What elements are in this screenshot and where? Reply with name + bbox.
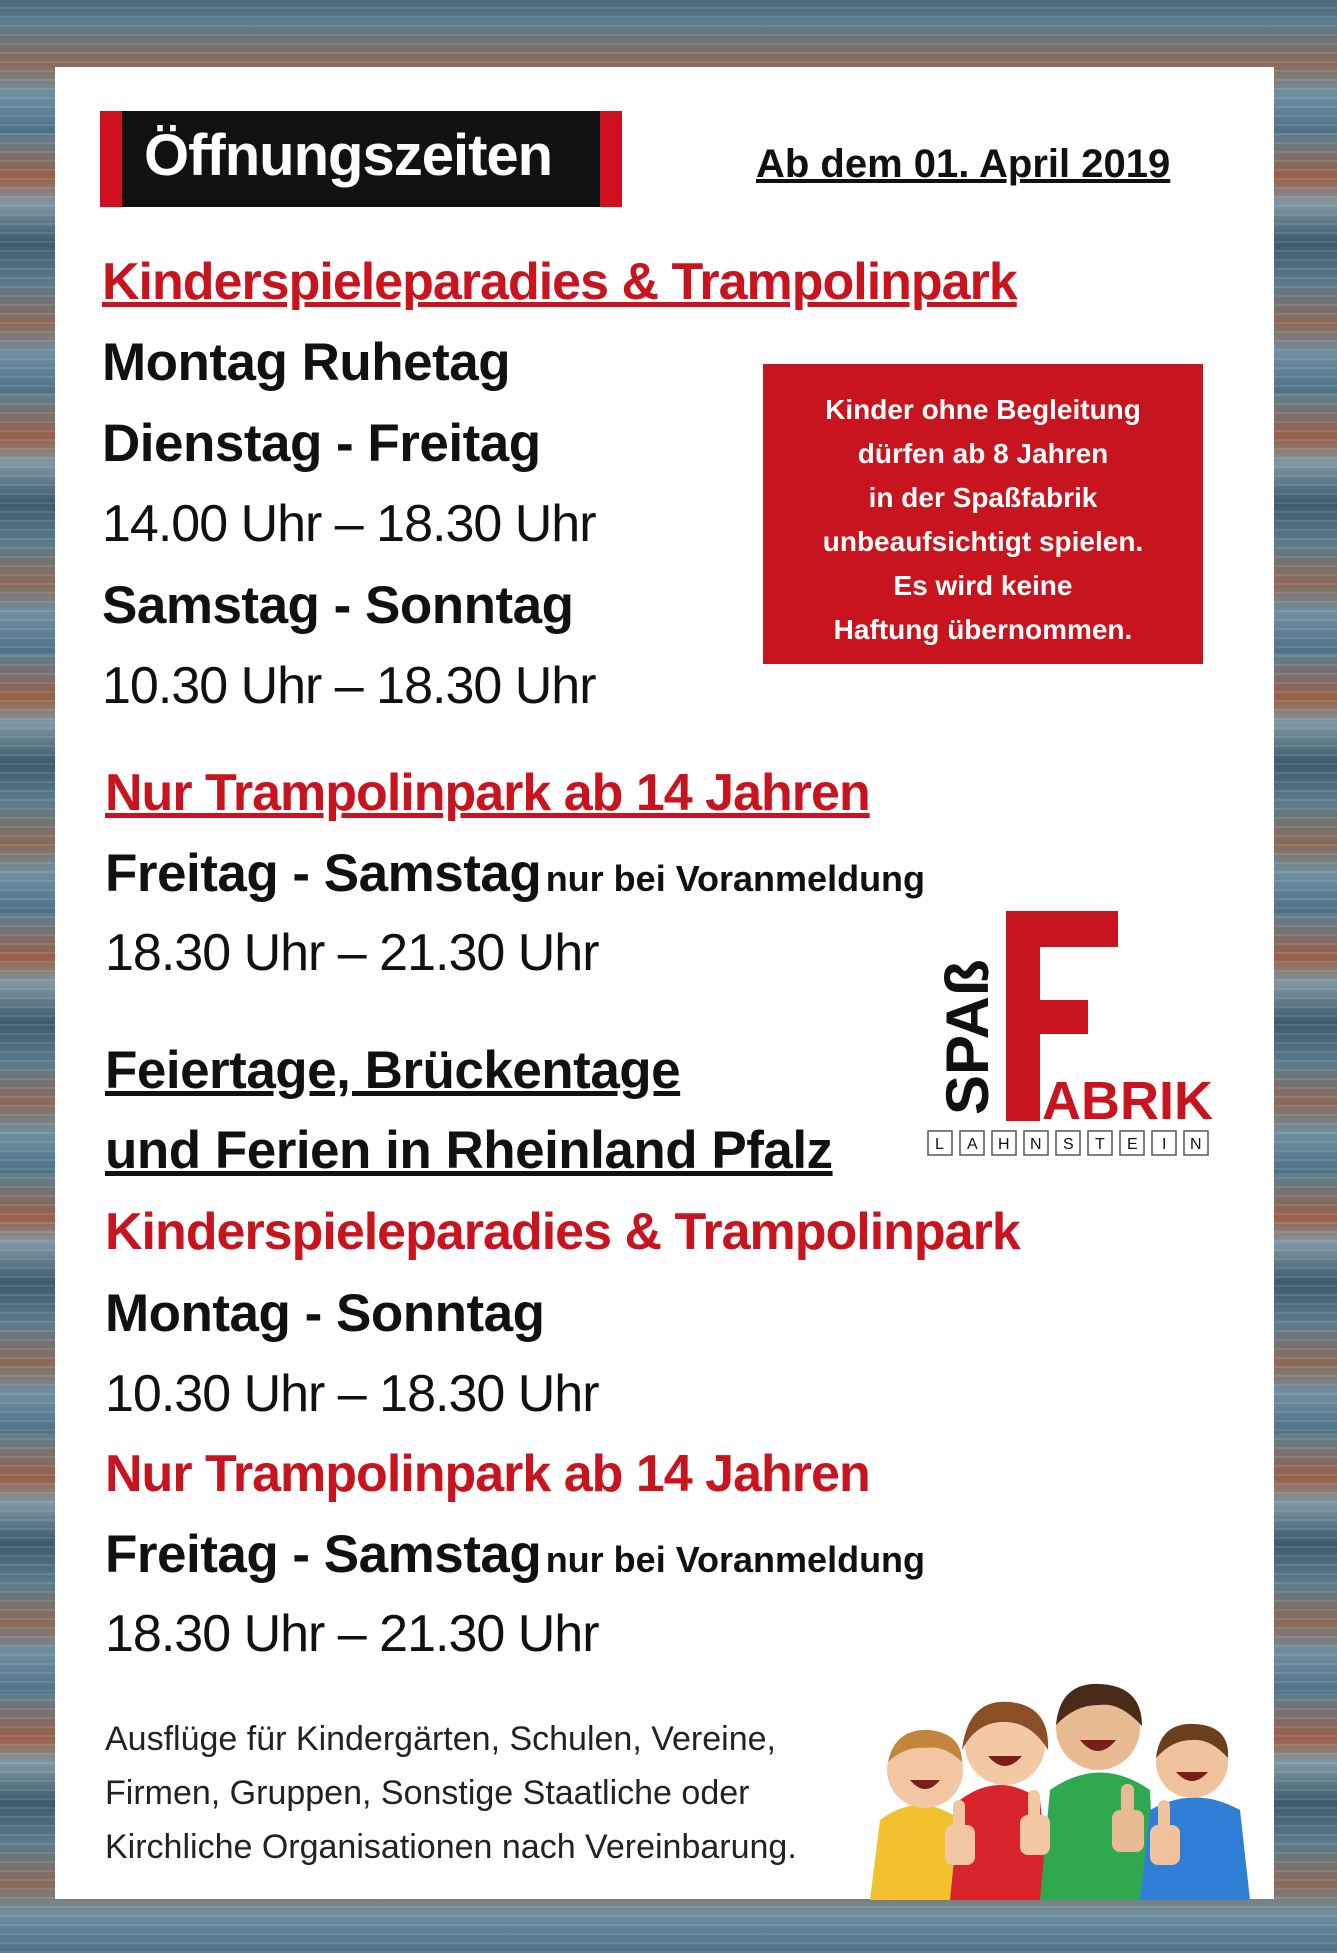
- group-visits-info: [105, 1712, 797, 1874]
- holidays-heading-line1: Feiertage, Brückentage: [105, 1041, 681, 1100]
- notice-line: Es wird keine: [893, 570, 1073, 601]
- holidays-days1: Montag - Sonntag: [105, 1284, 545, 1343]
- weekend-range: Samstag - Sonntag: [102, 576, 574, 635]
- section1-heading: Kinderspieleparadies & Trampolinpark: [102, 253, 1017, 311]
- holidays-sub2: Nur Trampolinpark ab 14 Jahren: [105, 1445, 870, 1503]
- section2-days-row: [105, 843, 925, 904]
- notice-line: Haftung übernommen.: [833, 614, 1133, 645]
- logo-city-letter: T: [1095, 1136, 1105, 1153]
- weekday-range: Dienstag - Freitag: [102, 414, 541, 473]
- section2-heading: Nur Trampolinpark ab 14 Jahren: [105, 764, 870, 822]
- logo-f-middle: [1006, 1000, 1088, 1034]
- logo-city-letter: N: [1030, 1136, 1042, 1153]
- logo-city-letter: S: [1063, 1136, 1074, 1153]
- logo-city-letter: A: [967, 1136, 978, 1153]
- monday-closed: Montag Ruhetag: [102, 333, 511, 392]
- logo-city-letters: [928, 1131, 1208, 1155]
- family-photo: [850, 1650, 1270, 1900]
- notice-line: Kinder ohne Begleitung: [825, 394, 1141, 425]
- supervision-notice: [763, 364, 1203, 664]
- holidays-hours1: 10.30 Uhr – 18.30 Uhr: [105, 1365, 599, 1423]
- weekend-hours: 10.30 Uhr – 18.30 Uhr: [102, 657, 596, 715]
- notice-line: unbeaufsichtigt spielen.: [822, 526, 1144, 557]
- logo-city-letter: E: [1127, 1136, 1138, 1153]
- holidays-days2: Freitag - Samstag: [105, 1525, 542, 1584]
- logo-word-spass: SPAß: [934, 959, 1001, 1115]
- notice-line: in der Spaßfabrik: [868, 482, 1098, 513]
- logo-word-abrik: ABRIK: [1042, 1071, 1213, 1131]
- logo-city-letter: I: [1162, 1136, 1167, 1153]
- footer-line: Ausflüge für Kindergärten, Schulen, Vereine,: [105, 1720, 776, 1758]
- section2-days: Freitag - Samstag: [105, 844, 542, 903]
- footer-line: Firmen, Gruppen, Sonstige Staatliche oder: [105, 1774, 750, 1812]
- notice-line: dürfen ab 8 Jahren: [857, 438, 1109, 469]
- logo-f-top: [1006, 911, 1118, 947]
- footer-line: Kirchliche Organisationen nach Vereinbarung.: [105, 1828, 797, 1866]
- logo-city-letter: H: [998, 1136, 1010, 1153]
- holidays-note2: nur bei Voranmeldung: [545, 1539, 926, 1580]
- valid-from-date: Ab dem 01. April 2019: [756, 142, 1171, 186]
- section2-hours: 18.30 Uhr – 21.30 Uhr: [105, 924, 599, 982]
- weekday-hours: 14.00 Uhr – 18.30 Uhr: [102, 495, 596, 553]
- logo-city-letter: N: [1190, 1136, 1202, 1153]
- spassfabrik-logo: [920, 905, 1220, 1165]
- page-title: Öffnungszeiten: [144, 123, 553, 188]
- section2-note: nur bei Voranmeldung: [545, 858, 926, 899]
- holidays-heading-line2: und Ferien in Rheinland Pfalz: [105, 1121, 833, 1180]
- holidays-days2-row: [105, 1524, 925, 1585]
- logo-city-letter: L: [935, 1136, 944, 1153]
- holidays-sub1: Kinderspieleparadies & Trampolinpark: [105, 1203, 1020, 1261]
- holidays-hours2: 18.30 Uhr – 21.30 Uhr: [105, 1605, 599, 1663]
